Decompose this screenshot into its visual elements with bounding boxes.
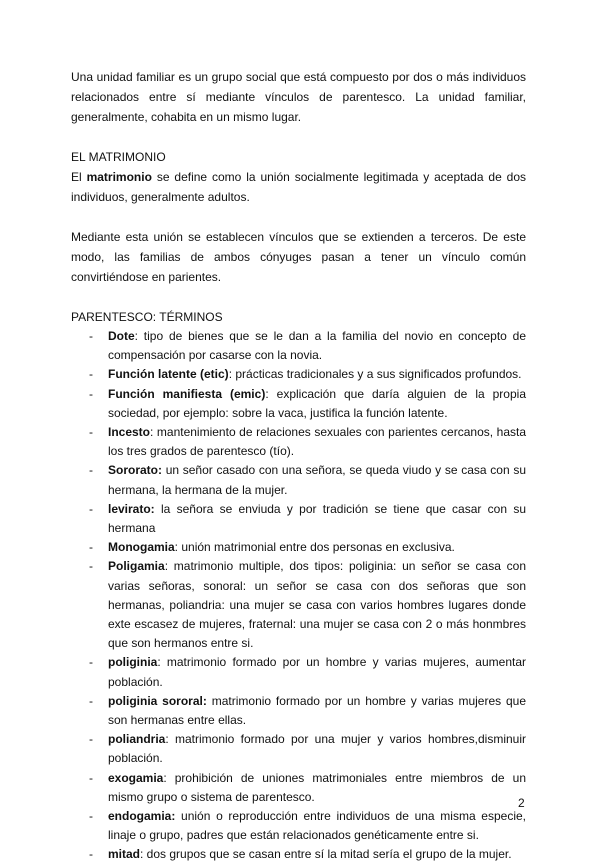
term-name: Poligamia <box>108 559 165 574</box>
term-definition: : tipo de bienes que se le dan a la familia del novio en concepto de compensación por casarse con la novia. <box>108 329 526 363</box>
bullet-dash: - <box>89 367 93 382</box>
bullet-dash: - <box>89 501 93 516</box>
term-name: Dote <box>108 329 135 343</box>
bullet-dash: - <box>89 732 93 747</box>
list-item <box>71 692 526 730</box>
list-item <box>71 730 526 768</box>
document-page <box>71 67 526 865</box>
intro-paragraph: Una unidad familiar es un grupo social que está compuesto por dos o más individuos relacionados entre sí mediante vínculos de parentesco. La unidad familiar, generalmente, cohabita en un mismo lugar. <box>71 70 526 124</box>
list-item <box>71 365 526 384</box>
bullet-dash: - <box>89 329 93 343</box>
bullet-dash: - <box>89 559 93 574</box>
list-item <box>71 807 526 845</box>
term-definition: : matrimonio multiple, dos tipos: poliginia: un señor se casa con varias señoras, sonoral: un señor se casa con dos señoras que son hermanas, poliandria: una mujer se casa con varios hombres lugares donde exte escasez de mujeres, fraternal: una mujer se casa con 2 o más honmbres que son hermanos entre si. <box>108 559 526 651</box>
terms-list <box>71 327 526 865</box>
bullet-dash: - <box>89 809 93 824</box>
bullet-dash: - <box>89 655 93 670</box>
list-item <box>71 461 526 499</box>
term-definition: : explicación que daría alguien de la propia sociedad, por ejemplo: sobre la vaca, justifica la función latente. <box>108 386 526 420</box>
term-name: Incesto <box>108 425 151 440</box>
term-definition: : matrimonio formado por un hombre y varias mujeres, aumentar población. <box>108 655 526 689</box>
term-name: poliginia <box>108 655 158 670</box>
list-item <box>71 500 526 538</box>
term-definition: un señor casado con una señora, se queda viudo y se casa con su hermana, la hermana de la mujer. <box>108 463 526 497</box>
def-term: matrimonio <box>86 170 152 184</box>
bullet-dash: - <box>89 693 93 708</box>
term-name: poliginia sororal: <box>108 693 207 708</box>
term-name: levirato: <box>108 501 155 516</box>
matrimonio-paragraph: Mediante esta unión se establecen vínculos que se extienden a terceros. De este modo, las familias de ambos cónyuges pasan a tener un vínculo común convirtiéndose en parientes. <box>71 230 526 284</box>
term-definition: unión o reproducción entre individuos de una misma especie, linaje o grupo, padres que están relacionados genéticamente entre si. <box>108 809 526 843</box>
def-rest: se define como la unión socialmente legitimada y aceptada de dos individuos, generalmente adultos. <box>71 170 526 204</box>
bullet-dash: - <box>89 386 93 401</box>
term-definition: la señora se enviuda y por tradición se tiene que casar con su hermana <box>108 501 526 536</box>
list-item <box>71 423 526 461</box>
matrimonio-definition <box>71 167 526 207</box>
term-name: Monogamia <box>108 540 175 555</box>
def-prefix: El <box>71 170 87 184</box>
bullet-dash: - <box>89 463 93 478</box>
list-item <box>71 845 526 864</box>
term-name: exogamia <box>108 770 164 785</box>
section-heading-matrimonio: EL MATRIMONIO <box>71 150 166 164</box>
list-item <box>71 385 526 423</box>
list-item <box>71 557 526 653</box>
page-number: 2 <box>518 796 525 810</box>
term-name: endogamia: <box>108 809 176 824</box>
bullet-dash: - <box>89 770 93 785</box>
term-definition: : unión matrimonial entre dos personas en exclusiva. <box>174 540 455 555</box>
list-item <box>71 769 526 807</box>
term-name: Función latente (etic) <box>108 367 229 382</box>
bullet-dash: - <box>89 425 93 440</box>
term-name: Función manifiesta (emic) <box>108 386 266 401</box>
list-item <box>71 653 526 691</box>
term-definition: matrimonio formado por un hombre y varias mujeres que son hermanas entre ellas. <box>108 693 527 728</box>
term-name: poliandria <box>108 732 166 747</box>
list-item <box>71 538 526 557</box>
term-definition: : mantenimiento de relaciones sexuales con parientes cercanos, hasta los tres grados de parentesco (tío). <box>108 425 526 459</box>
bullet-dash: - <box>89 847 93 862</box>
list-item <box>71 327 526 365</box>
term-name: mitad <box>108 847 141 862</box>
bullet-dash: - <box>89 540 93 555</box>
term-definition: : prácticas tradicionales y a sus significados profundos. <box>228 367 522 382</box>
term-definition: : prohibición de uniones matrimoniales entre miembros de un mismo grupo o sistema de parentesco. <box>108 770 526 804</box>
term-name: Sororato: <box>108 463 162 478</box>
term-definition: : dos grupos que se casan entre sí la mitad sería el grupo de la mujer. <box>140 847 512 862</box>
term-definition: : matrimonio formado por una mujer y varios hombres,disminuir población. <box>108 732 526 766</box>
section-heading-parentesco: PARENTESCO: TÉRMINOS <box>71 310 223 324</box>
